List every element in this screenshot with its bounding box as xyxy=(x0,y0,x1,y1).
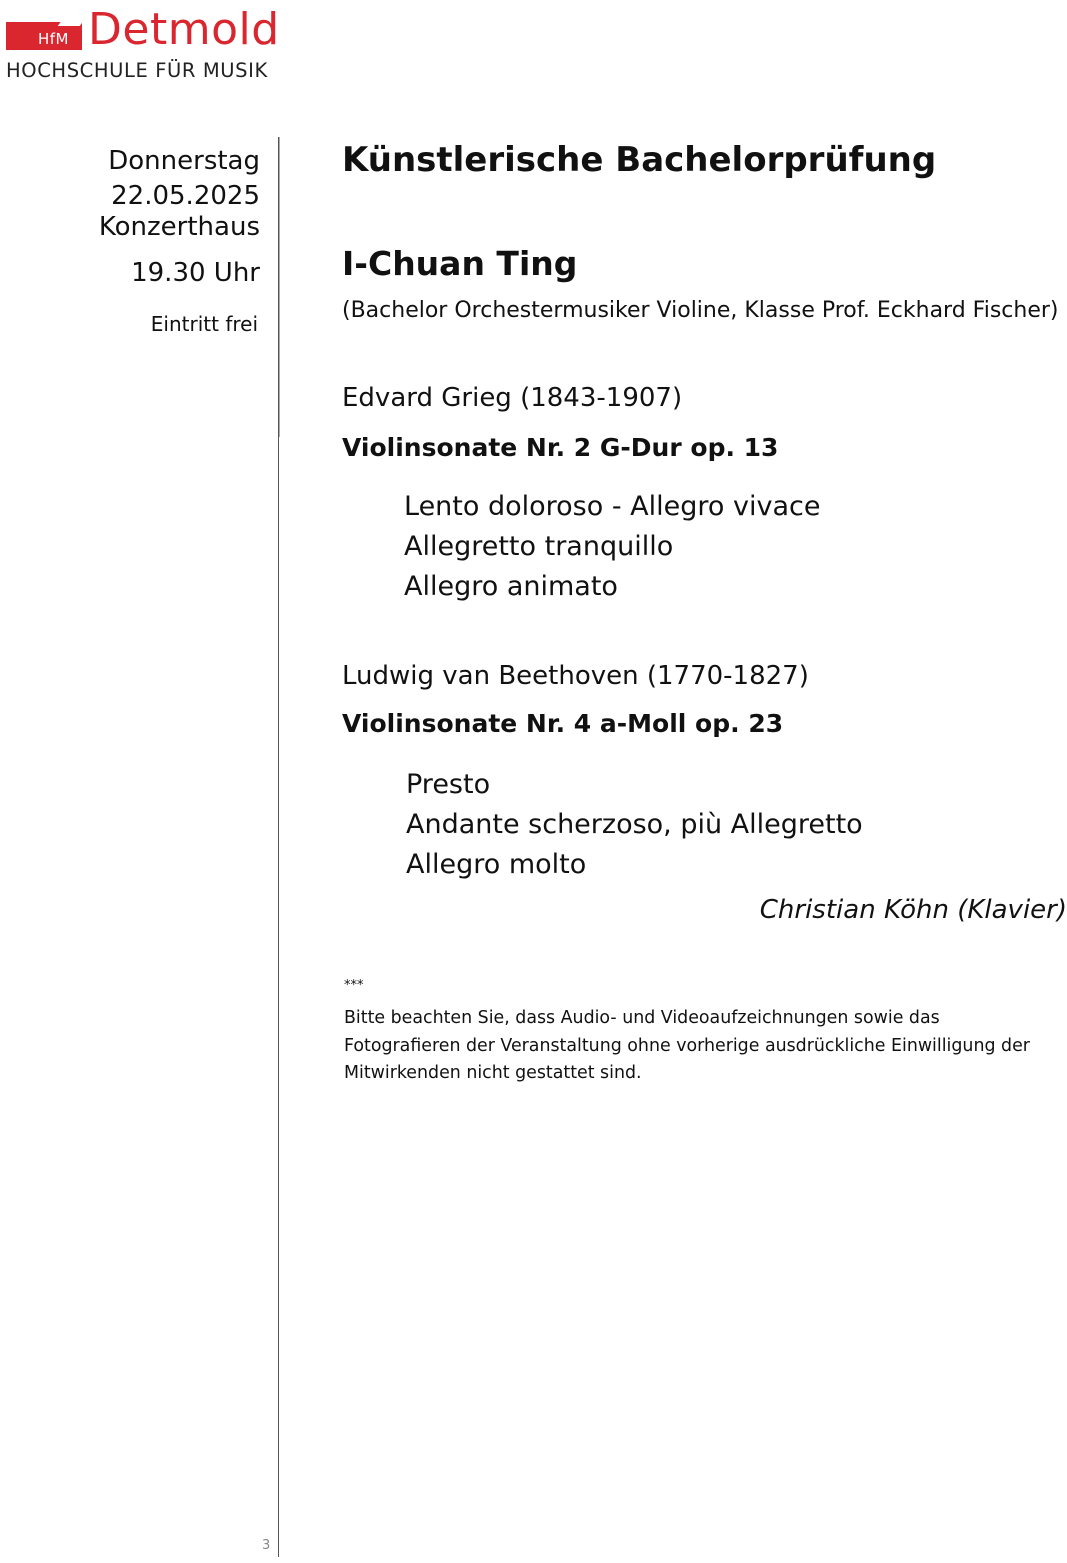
page-number: 3 xyxy=(262,1538,271,1553)
work-2-movement-1: Presto xyxy=(406,769,491,800)
separator: *** xyxy=(344,978,364,993)
divider-line-shadow xyxy=(279,137,280,437)
pianist-credit: Christian Köhn (Klavier) xyxy=(759,895,1067,925)
recording-notice: Bitte beachten Sie, dass Audio- und Videoaufzeichnungen sowie das Fotografieren der Veranstaltung ohne vorherige ausdrückliche Einwilligung der Mitwirkenden nicht gestattet sind. xyxy=(344,1008,1030,1083)
composer-1: Edvard Grieg (1843-1907) xyxy=(342,383,683,413)
page-title: Künstlerische Bachelorprüfung xyxy=(342,140,937,180)
work-1-movement-3: Allegro animato xyxy=(404,571,618,602)
event-weekday: Donnerstag xyxy=(108,146,260,176)
work-2-movement-3: Allegro molto xyxy=(406,849,587,880)
work-1-movement-2: Allegretto tranquillo xyxy=(404,531,674,562)
work-1-movement-1: Lento doloroso - Allegro vivace xyxy=(404,491,821,522)
performer-name: I-Chuan Ting xyxy=(342,244,578,283)
event-venue: Konzerthaus xyxy=(98,212,260,242)
logo-subtitle: HOCHSCHULE FÜR MUSIK xyxy=(6,59,268,82)
work-2: Violinsonate Nr. 4 a-Moll op. 23 xyxy=(342,709,784,738)
event-time: 19.30 Uhr xyxy=(131,258,260,288)
work-1: Violinsonate Nr. 2 G-Dur op. 13 xyxy=(342,433,779,462)
composer-2: Ludwig van Beethoven (1770-1827) xyxy=(342,661,809,691)
work-2-movement-2: Andante scherzoso, più Allegretto xyxy=(406,809,863,840)
logo-badge-text: HfM xyxy=(38,30,70,48)
performer-info: (Bachelor Orchestermusiker Violine, Klasse Prof. Eckhard Fischer) xyxy=(342,298,1059,323)
event-date: 22.05.2025 xyxy=(111,181,260,211)
logo-name: Detmold xyxy=(88,4,280,55)
event-admission: Eintritt frei xyxy=(150,312,258,336)
